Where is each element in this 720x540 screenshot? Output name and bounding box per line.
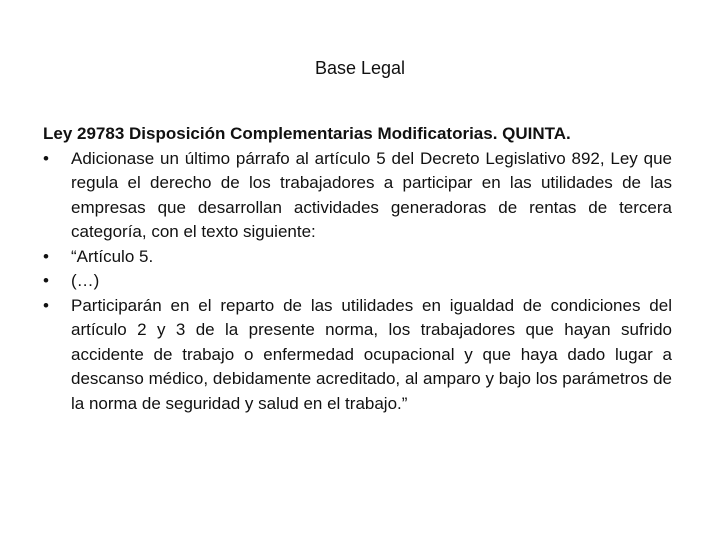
slide-body <box>43 122 672 416</box>
bullet-item <box>43 269 672 294</box>
bullet-item <box>43 294 672 417</box>
bullet-text: “Artículo 5. <box>71 246 154 266</box>
bullet-icon: • <box>43 295 49 315</box>
bullet-list <box>43 147 672 417</box>
slide-title: Base Legal <box>314 58 406 78</box>
bullet-icon: • <box>43 148 49 168</box>
bullet-item <box>43 147 672 245</box>
bullet-icon: • <box>43 271 49 290</box>
bullet-text: (…) <box>71 271 100 290</box>
bullet-icon: • <box>43 246 49 266</box>
bullet-item <box>43 245 672 270</box>
bullet-text: Adicionase un último párrafo al artículo 5 del Decreto Legislativo 892, Ley que regula el derecho de los trabajadores a participar en las utilidades de las empresas que desarrollan actividades generadoras de rentas de tercera categoría, con el texto siguiente: <box>71 148 672 241</box>
law-heading: Ley 29783 Disposición Complementarias Modificatorias. QUINTA. <box>43 124 571 143</box>
bullet-text: Participarán en el reparto de las utilidades en igualdad de condiciones del artículo 2 y 3 de la presente norma, los trabajadores que hayan sufrido accidente de trabajo o enfermedad ocupacional y que haya dado lugar a descanso médico, debidamente acreditado, al amparo y bajo los parámetros de la norma de seguridad y salud en el trabajo.” <box>71 295 672 413</box>
